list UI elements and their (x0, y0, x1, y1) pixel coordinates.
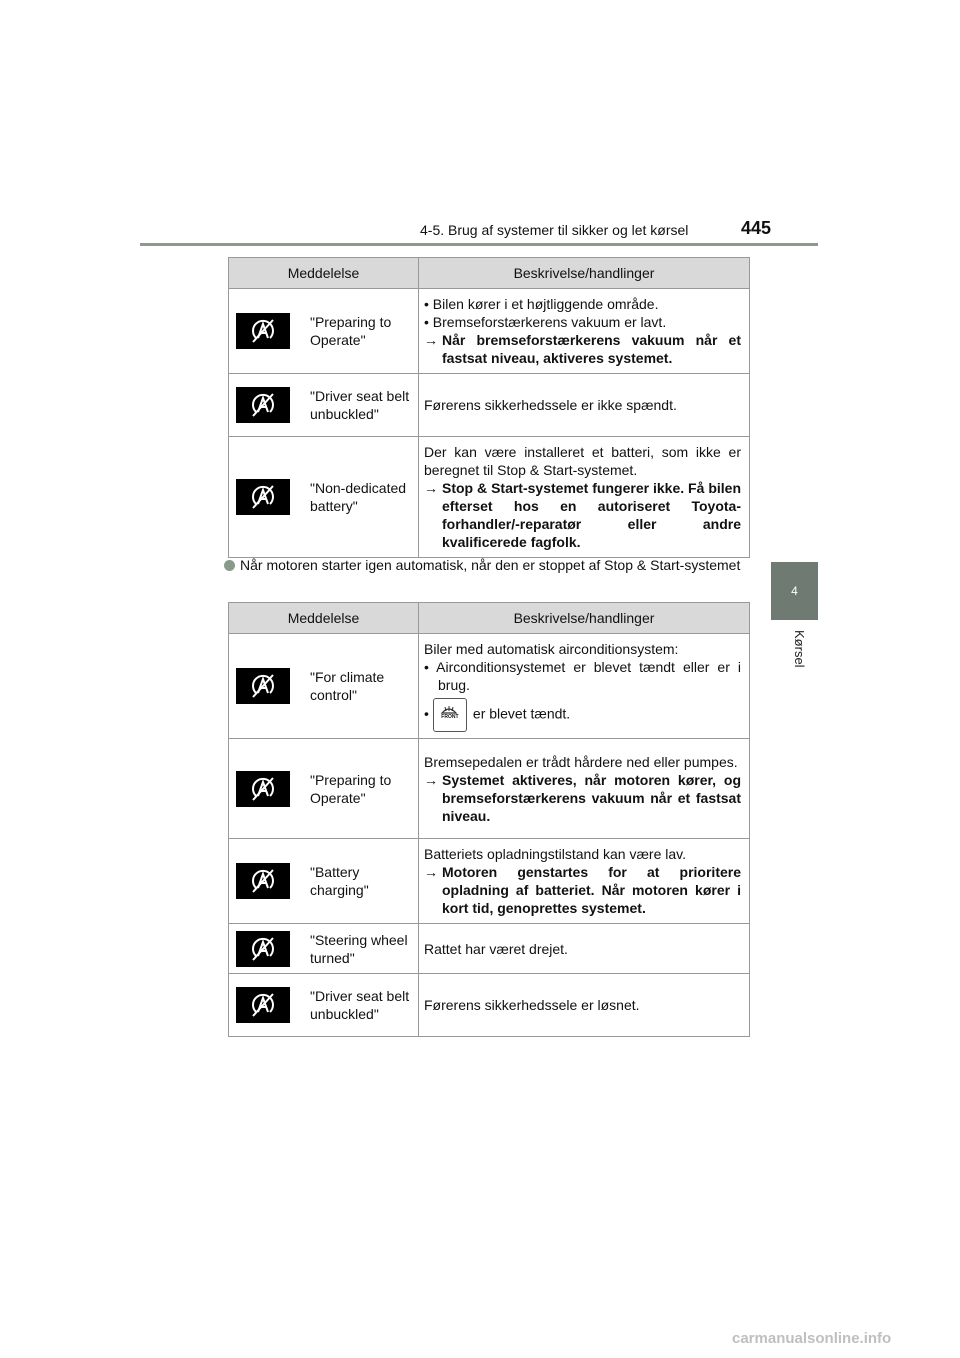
section-title: 4-5. Brug af systemer til sikker og let kørsel (420, 222, 689, 238)
description-action: → Systemet aktiveres, når motoren kører, og bremseforstærkerens vakuum når et fastsat niveau. (424, 771, 741, 824)
description-bullet: • Bremseforstærkerens vakuum er lavt. (424, 314, 667, 330)
column-header-message: Meddelelse (229, 603, 419, 634)
description-text: Førerens sikkerhedssele er ikke spændt. (419, 374, 750, 437)
column-header-description: Beskrivelse/handlinger (419, 258, 750, 289)
stop-start-off-icon (236, 931, 290, 967)
description-text: Batteriets opladningstilstand kan være lav. (424, 846, 686, 862)
stop-start-off-icon (236, 863, 290, 899)
message-name: "Driver seat belt unbuckled" (306, 374, 419, 437)
table-row (229, 634, 750, 739)
column-header-message: Meddelelse (229, 258, 419, 289)
message-name: "Preparing to Operate" (306, 289, 419, 374)
section-note: Når motoren starter igen automatisk, når den er stoppet af Stop & Start-systemet (224, 556, 751, 575)
table-header-row (229, 603, 750, 634)
message-name: "For climate control" (306, 634, 419, 739)
description-action: → Når bremseforstærkerens vakuum når et fastsat niveau, aktiveres systemet. (424, 332, 741, 366)
table-row (229, 739, 750, 839)
table-row (229, 374, 750, 437)
message-name: "Driver seat belt unbuckled" (306, 974, 419, 1037)
description-text: Rattet har været drejet. (419, 924, 750, 974)
description-bullet: • Bilen kører i et højtliggende område. (424, 296, 659, 312)
description-bullet: • Airconditionsystemet er blevet tændt eller er i brug. (424, 659, 741, 693)
stop-start-off-icon (236, 479, 290, 515)
table-row (229, 839, 750, 924)
page-number: 445 (741, 218, 772, 238)
description-bullet: • FRONT er blevet tændt. (424, 698, 741, 732)
chapter-name: Kørsel (792, 630, 807, 668)
stop-start-off-icon (236, 987, 290, 1023)
header-rule (140, 243, 818, 246)
message-name: "Steering wheel turned" (306, 924, 419, 974)
message-name: "Preparing to Operate" (306, 739, 419, 839)
description-action: → Stop & Start-systemet fungerer ikke. Få bilen efterset hos en autoriseret Toyota-forhandler/-reparatør eller andre kvalificerede fagfolk. (424, 480, 741, 550)
stop-start-off-icon (236, 313, 290, 349)
table-row (229, 924, 750, 974)
watermark: carmanualsonline.info (732, 1330, 892, 1347)
message-table-2 (228, 602, 750, 1037)
message-name: "Battery charging" (306, 839, 419, 924)
description-action: → Motoren genstartes for at prioritere opladning af batteriet. Når motoren kører i kort tid, genoprettes systemet. (424, 864, 741, 916)
table-row (229, 974, 750, 1037)
table-header-row (229, 258, 750, 289)
table-row (229, 437, 750, 558)
description-text: Biler med automatisk airconditionsystem: (424, 641, 679, 657)
chapter-number: 4 (791, 584, 798, 598)
table-row (229, 289, 750, 374)
description-text: Førerens sikkerhedssele er løsnet. (419, 974, 750, 1037)
stop-start-off-icon (236, 771, 290, 807)
bullet-dot-icon (224, 560, 235, 571)
column-header-description: Beskrivelse/handlinger (419, 603, 750, 634)
description-text: Bremsepedalen er trådt hårdere ned eller pumpes. (424, 753, 738, 770)
message-table-1 (228, 257, 750, 558)
stop-start-off-icon (236, 387, 290, 423)
chapter-tab[interactable] (771, 562, 818, 620)
description-text: Der kan være installeret et batteri, som ikke er beregnet til Stop & Start-systemet. (424, 444, 741, 478)
front-defroster-button-icon: FRONT (433, 698, 467, 732)
stop-start-off-icon (236, 668, 290, 704)
message-name: "Non-dedicated battery" (306, 437, 419, 558)
